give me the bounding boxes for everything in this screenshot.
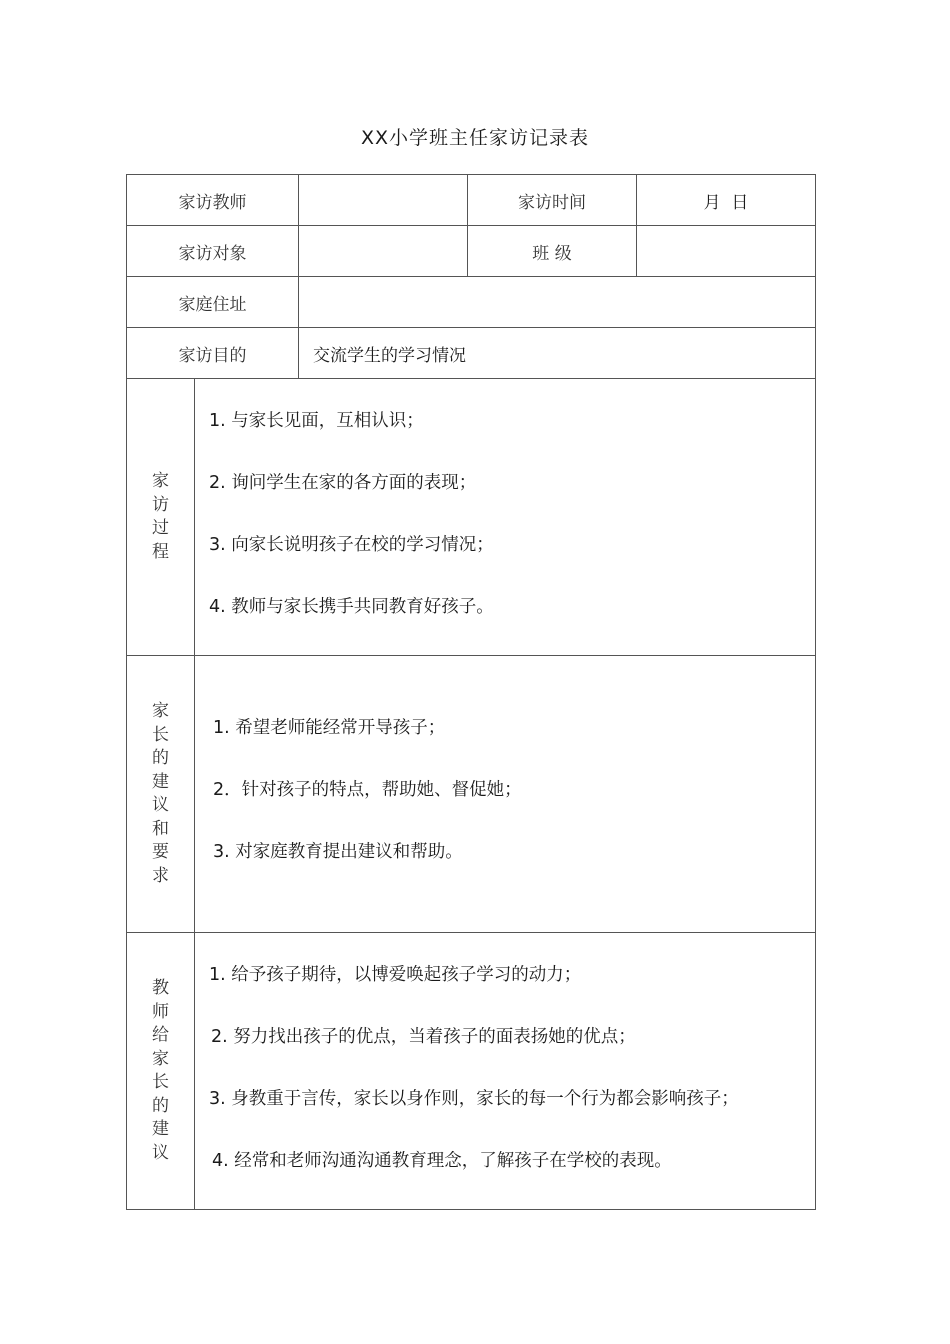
process-item: 3. 向家长说明孩子在校的学习情况；: [209, 535, 494, 555]
parent-label-char: 长: [152, 724, 169, 745]
page-title: XX小学班主任家访记录表: [360, 127, 590, 149]
process-item: 1. 与家长见面，互相认识；: [209, 411, 424, 431]
class-label: 班 级: [468, 226, 637, 277]
row-purpose: [127, 328, 816, 379]
target-label: 家访对象: [127, 226, 299, 277]
teacher-label-char: 长: [152, 1072, 169, 1092]
parent-label-char: 求: [152, 865, 169, 886]
parent-label-char: 议: [152, 795, 169, 815]
process-list: [195, 379, 816, 656]
row-parent-suggestions: [127, 656, 816, 933]
teacher-label-char: 的: [152, 1095, 169, 1116]
row-teacher-time: [127, 175, 816, 226]
parent-label-char: 和: [152, 818, 169, 839]
parent-suggestion-item: 3. 对家庭教育提出建议和帮助。: [213, 842, 463, 862]
process-label-char: 过: [152, 518, 169, 538]
teacher-label-char: 家: [152, 1048, 169, 1069]
class-value[interactable]: [637, 226, 816, 277]
parent-suggestion-item: 2．针对孩子的特点，帮助她、督促她；: [213, 780, 522, 800]
teacher-suggestion-item: 3. 身教重于言传，家长以身作则，家长的每一个行为都会影响孩子；: [209, 1089, 739, 1109]
teacher-label: 家访教师: [127, 175, 299, 226]
teacher-suggestions-label: [127, 933, 195, 1210]
process-item: 2. 询问学生在家的各方面的表现；: [209, 473, 477, 493]
process-item: 4. 教师与家长携手共同教育好孩子。: [209, 597, 494, 617]
visit-record-table: [126, 174, 816, 1210]
process-label-char: 访: [152, 494, 169, 515]
address-label: 家庭住址: [127, 277, 299, 328]
teacher-value[interactable]: [299, 175, 468, 226]
teacher-suggestions-list: [195, 933, 816, 1210]
teacher-suggestion-item: 2. 努力找出孩子的优点，当着孩子的面表扬她的优点；: [211, 1027, 636, 1047]
parent-label-char: 要: [152, 842, 169, 862]
row-target-class: [127, 226, 816, 277]
purpose-label: 家访目的: [127, 328, 299, 379]
teacher-label-char: 教: [152, 978, 169, 998]
parent-suggestion-item: 1. 希望老师能经常开导孩子；: [213, 718, 446, 738]
teacher-label-char: 建: [152, 1119, 169, 1139]
row-teacher-suggestions: [127, 933, 816, 1210]
teacher-suggestion-item: 1. 给予孩子期待，以博爱唤起孩子学习的动力；: [209, 965, 582, 985]
teacher-suggestion-item: 4. 经常和老师沟通沟通教育理念，了解孩子在学校的表现。: [212, 1151, 672, 1171]
process-label-char: 家: [152, 471, 169, 491]
time-label: 家访时间: [468, 175, 637, 226]
teacher-label-char: 给: [152, 1025, 169, 1045]
parent-label-char: 的: [152, 748, 169, 768]
row-address: [127, 277, 816, 328]
parent-label-char: 建: [152, 771, 169, 792]
purpose-value[interactable]: 交流学生的学习情况: [299, 328, 816, 379]
target-value[interactable]: [299, 226, 468, 277]
process-label: [127, 379, 195, 656]
time-value[interactable]: 月 日: [637, 175, 816, 226]
row-process: [127, 379, 816, 656]
parent-label-char: 家: [152, 701, 169, 721]
parent-suggestions-label: [127, 656, 195, 933]
teacher-label-char: 议: [152, 1142, 169, 1163]
process-label-char: 程: [152, 541, 169, 562]
teacher-label-char: 师: [152, 1001, 169, 1022]
parent-suggestions-list: [195, 656, 816, 933]
address-value[interactable]: [299, 277, 816, 328]
